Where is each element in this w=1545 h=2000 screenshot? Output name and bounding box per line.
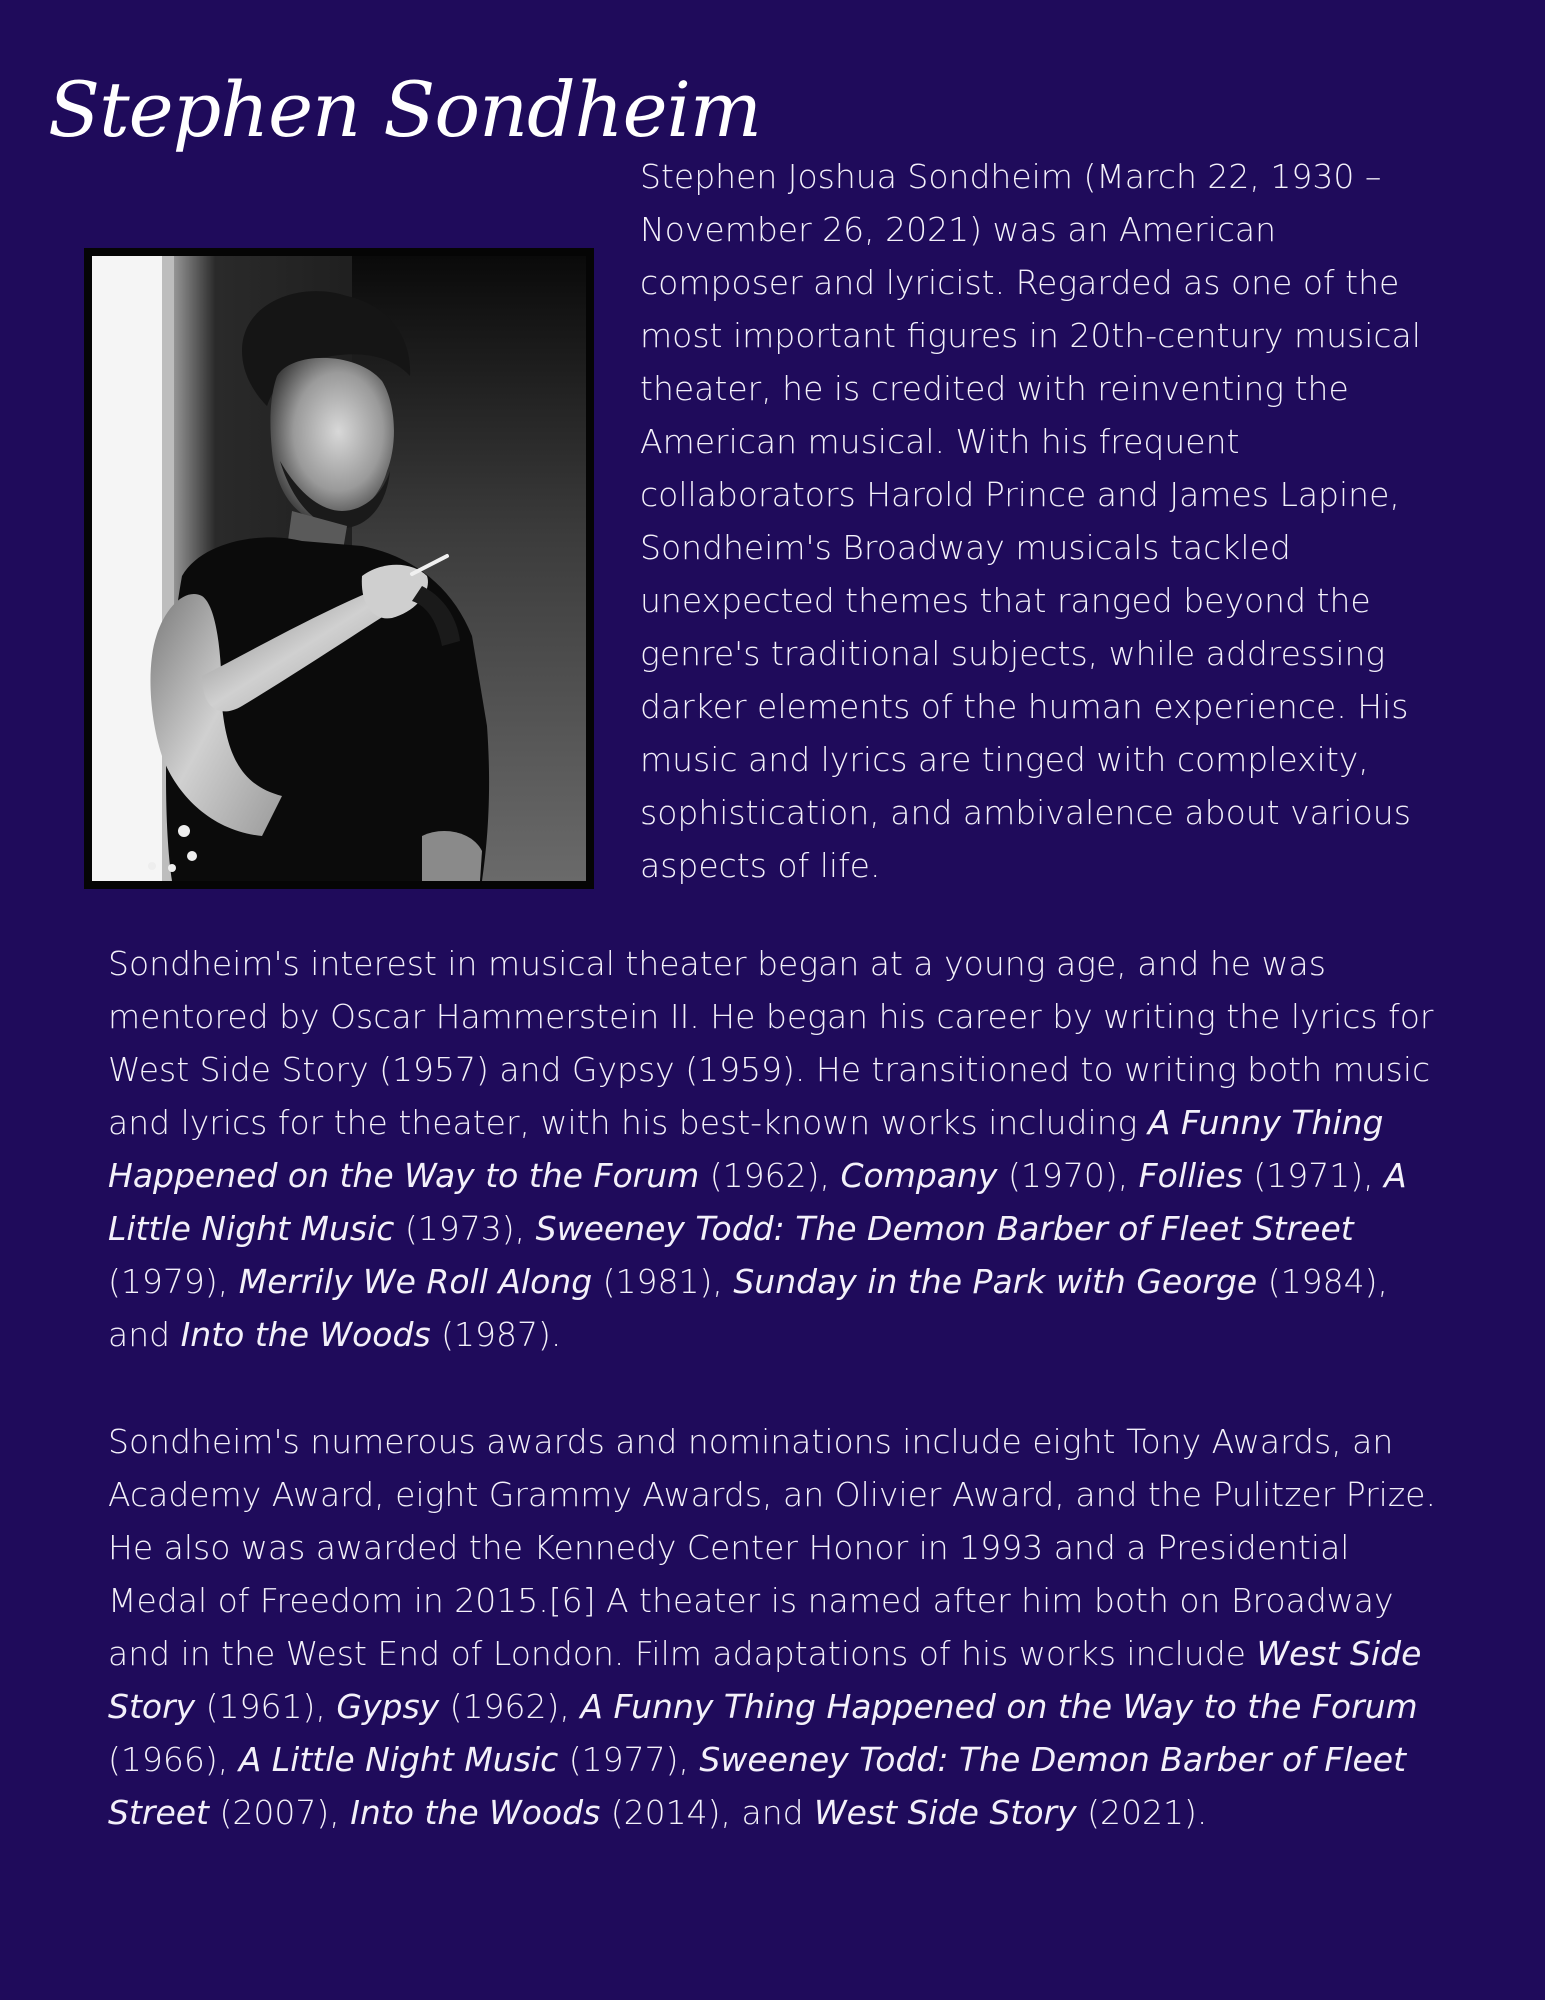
paragraph-text: (1977), [558, 1740, 700, 1779]
work-title: Into the Woods [180, 1315, 431, 1354]
work-title: Sunday in the Park with George [733, 1262, 1258, 1301]
paragraph-text: (2021). [1076, 1793, 1208, 1832]
work-title: Sweeney Todd: The Demon Barber of Fleet Street [535, 1209, 1354, 1248]
paragraph-text: (1984), and [108, 1262, 1388, 1354]
paragraph-text: (1971), [1242, 1156, 1385, 1195]
work-title: West Side Story [108, 1634, 1422, 1726]
awards-paragraph [108, 1415, 1453, 1839]
work-title: A Funny Thing Happened on the Way to the Forum [108, 1103, 1384, 1195]
paragraph-text: (1979), [108, 1262, 239, 1301]
paragraph-text: (1962), [439, 1687, 581, 1726]
portrait-photo [84, 248, 594, 889]
paragraph-text: (1966), [108, 1740, 239, 1779]
page-title: Stephen Sondheim [48, 65, 761, 154]
paragraph-text: (2014), and [600, 1793, 815, 1832]
intro-paragraph [640, 150, 1445, 892]
paragraph-text: (2007), [209, 1793, 351, 1832]
work-title: West Side Story [814, 1793, 1077, 1832]
work-title: A Little Night Music [238, 1740, 559, 1779]
work-title: Gypsy [336, 1687, 440, 1726]
work-title: Company [840, 1156, 998, 1195]
paragraph-text: Sondheim's numerous awards and nominations include eight Tony Awards, an Academy Award, eight Grammy Awards, an Olivier Award, and the Pulitzer Prize. He also was awarded the Kennedy Center Honor in 1993 and a Presidential Medal of Freedom in 2015.[6] A theater is named after him both on Broadway and in the West End of London. Film adaptations of his works include [108, 1422, 1436, 1673]
paragraph-text: (1961), [195, 1687, 337, 1726]
paragraph-text: (1970), [997, 1156, 1139, 1195]
work-title: Into the Woods [350, 1793, 601, 1832]
paragraph-text: (1973), [394, 1209, 536, 1248]
paragraph-text: (1987). [430, 1315, 562, 1354]
career-paragraph [108, 937, 1453, 1361]
work-title: A Little Night Music [108, 1156, 1407, 1248]
paragraph-text: (1962), [699, 1156, 841, 1195]
work-title: Merrily We Roll Along [238, 1262, 593, 1301]
work-title: Sweeney Todd: The Demon Barber of Fleet Street [108, 1740, 1407, 1832]
paragraph-text: Sondheim's interest in musical theater began at a young age, and he was mentored by Oscar Hammerstein II. He began his career by writing the lyrics for West Side Story (1957) and Gypsy (1959). He transitioned to writing both music and lyrics for the theater, with his best-known works including [108, 944, 1434, 1142]
paragraph-text: (1981), [592, 1262, 734, 1301]
paragraph-text: Stephen Joshua Sondheim (March 22, 1930 – November 26, 2021) was an American composer and lyricist. Regarded as one of the most important figures in 20th-century musical theater, he is credited with reinventing the American musical. With his frequent collaborators Harold Prince and James Lapine, Sondheim's Broadway musicals tackled unexpected themes that ranged beyond the genre's traditional subjects, while addressing darker elements of the human experience. His music and lyrics are tinged with complexity, sophistication, and ambivalence about various aspects of life. [640, 157, 1421, 885]
work-title: Follies [1138, 1156, 1243, 1195]
portrait-image [92, 256, 586, 881]
work-title: A Funny Thing Happened on the Way to the Forum [580, 1687, 1418, 1726]
